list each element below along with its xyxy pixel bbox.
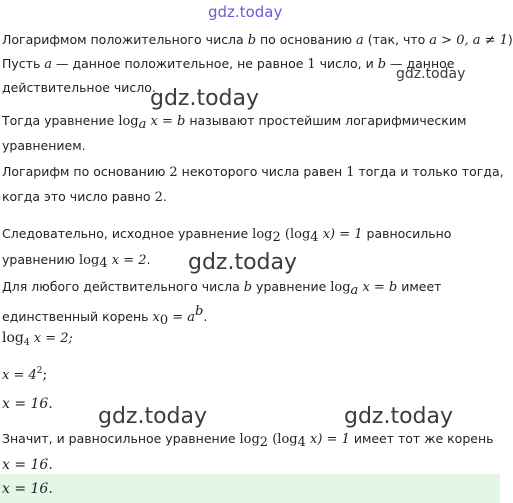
text: . (146, 252, 151, 267)
math: 2 (169, 165, 178, 180)
text-line-4 (2, 113, 466, 133)
math: log (239, 432, 260, 447)
math-line-1 (2, 329, 73, 352)
text: единственный корень (2, 309, 153, 324)
math-sup: 2 (36, 366, 43, 376)
math: x = 2 (107, 253, 147, 268)
math: a > 0, a ≠ 1 (429, 33, 508, 48)
math: log (252, 227, 273, 242)
text: Пусть (2, 56, 45, 71)
text: уравнению (2, 252, 80, 267)
math: x (152, 310, 160, 325)
math-sub: 0 (159, 313, 169, 328)
text: Логарифм по основанию (2, 164, 170, 179)
math: log (330, 280, 351, 295)
text: некоторого числа равен (177, 164, 347, 179)
text: имеет (397, 279, 442, 294)
watermark: gdz.today (396, 66, 466, 82)
math: x = b (358, 280, 398, 295)
math: x = b (146, 114, 186, 129)
answer-line: x = 16. (2, 481, 53, 497)
math-sub: 4 (23, 338, 30, 348)
text: имеет тот же корень (349, 431, 494, 446)
text: Следовательно, исходное уравнение (2, 226, 253, 241)
math: (log (280, 227, 311, 242)
math-sub: 2 (272, 230, 281, 245)
math: a (44, 57, 53, 72)
text-line-7 (2, 189, 167, 206)
math-line-4: x = 16. (2, 457, 53, 473)
math: b (377, 57, 387, 72)
math-sub: a (138, 117, 147, 132)
text-line-11 (2, 304, 207, 329)
math: a (355, 33, 364, 48)
text: равносильно (362, 226, 452, 241)
math: x = 4 (2, 368, 37, 383)
text: Для любого действительного числа (2, 279, 244, 294)
answer-highlight (0, 474, 500, 503)
math-line-3: x = 16. (2, 396, 53, 412)
text-line-3: действительное число. (2, 80, 156, 95)
text: называют простейшим логарифмическим (185, 113, 467, 128)
text: Тогда уравнение (2, 113, 119, 128)
math: (log (268, 432, 298, 447)
text-line-6 (2, 164, 504, 181)
math: x = 2; (29, 331, 73, 346)
text-line-12 (2, 431, 493, 451)
text: когда это число равно (2, 189, 155, 204)
text: по основанию (256, 32, 356, 47)
math-sub: 4 (99, 256, 108, 271)
text: . (203, 309, 208, 324)
math-sub: 2 (259, 435, 269, 450)
watermark: gdz.today (188, 250, 298, 275)
watermark: gdz.today (98, 404, 208, 429)
watermark: gdz.today (150, 86, 260, 111)
math: x) = 1 (318, 227, 363, 242)
text: (так, что (363, 32, 430, 47)
math: log (2, 330, 24, 346)
text-line-8 (2, 226, 451, 246)
text: Логарифмом положительного числа (2, 32, 248, 47)
math-sub: 4 (310, 230, 319, 245)
text: Значит, и равносильное уравнение (2, 431, 240, 446)
math-sub: 4 (297, 435, 306, 450)
text: тогда и только тогда, (354, 164, 504, 179)
watermark: gdz.today (344, 404, 454, 429)
math: b (243, 280, 253, 295)
text: ) (507, 32, 513, 47)
text: число, и (315, 56, 378, 71)
text: — данное (386, 56, 455, 71)
watermark-top: gdz.today (208, 3, 283, 21)
text-line-2 (2, 56, 454, 73)
math: = a (168, 310, 196, 325)
math: ; (42, 367, 48, 383)
math: b (247, 33, 257, 48)
math: 2 (154, 190, 163, 205)
math: log (79, 253, 100, 268)
math: 1 (346, 165, 355, 180)
text: . (162, 189, 167, 204)
math: 1 (307, 57, 316, 72)
math: x) = 1 (305, 432, 350, 447)
text-line-10 (2, 279, 441, 299)
math-sub: a (350, 283, 359, 298)
math-line-2 (2, 362, 47, 385)
math: log (118, 114, 139, 129)
math-sup: b (195, 304, 204, 319)
text-line-1 (2, 32, 513, 49)
text: уравнение (252, 279, 331, 294)
text-line-9 (2, 252, 151, 272)
text-line-5: уравнением. (2, 138, 86, 153)
text: — данное положительное, не равное (52, 56, 308, 71)
